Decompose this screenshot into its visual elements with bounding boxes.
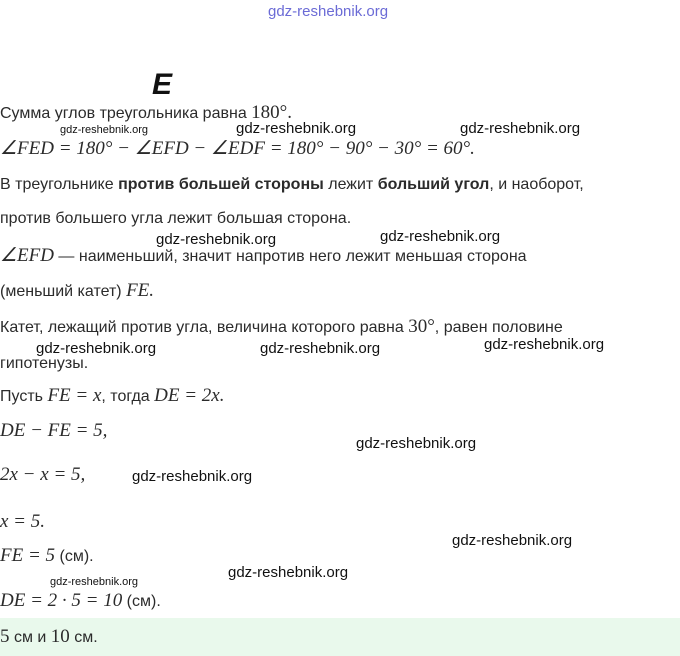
leg-theorem-text: Катет, лежащий против угла, величина которого равна: [0, 319, 409, 336]
answer-box: [0, 618, 680, 656]
let-text-a: Пусть: [0, 388, 48, 405]
watermark: gdz-reshebnik.org: [356, 435, 477, 452]
line-hypotenuse: гипотенузы.: [0, 355, 89, 372]
watermark: gdz-reshebnik.org: [60, 124, 149, 136]
watermark: gdz-reshebnik.org: [460, 120, 581, 137]
line-de-result: [0, 590, 161, 612]
rule-bold-2: больший угол: [377, 176, 490, 193]
fe-result-unit: (см).: [55, 548, 94, 565]
smaller-leg-text: (меньший катет): [0, 283, 127, 300]
leg-theorem-tail: , равен половине: [434, 319, 563, 336]
line-rule-2: против большего угла лежит большая сторона.: [0, 210, 352, 227]
let-text-b: , тогда: [101, 388, 155, 405]
rule-text-c: лежит: [323, 176, 378, 193]
top-watermark: gdz-reshebnik.org: [268, 3, 389, 20]
de-result-unit: (см).: [122, 593, 161, 610]
line-smaller-leg: [0, 280, 154, 302]
answer-line: [0, 626, 98, 648]
watermark: gdz-reshebnik.org: [380, 228, 501, 245]
line-angle-sum-text: Сумма углов треугольника равна: [0, 105, 252, 122]
watermark: gdz-reshebnik.org: [50, 576, 139, 588]
line-let: [0, 385, 224, 407]
answer-num-2: 10: [50, 626, 70, 647]
smaller-leg-math: FE.: [126, 280, 155, 301]
rule-text-a: В треугольнике: [0, 176, 119, 193]
rule-text-e: , и наоборот,: [489, 176, 584, 193]
line-equation-3: x = 5.: [0, 511, 46, 532]
let-math-1: FE = x: [47, 385, 102, 406]
line-rule-1: [0, 176, 584, 194]
rule-bold-1: против большей стороны: [118, 176, 324, 193]
let-math-2: DE = 2x.: [154, 385, 225, 406]
line-fed-formula: ∠FED = 180° − ∠EFD − ∠EDF = 180° − 90° − 30° = 60°.: [0, 138, 475, 159]
line-equation-1: DE − FE = 5,: [0, 420, 108, 441]
line-fe-result: [0, 545, 94, 567]
watermark: gdz-reshebnik.org: [236, 120, 357, 137]
answer-num-1: 5: [0, 626, 10, 647]
smallest-angle-text: — наименьший, значит напротив него лежит меньшая сторона: [53, 248, 527, 265]
answer-text-2: см.: [69, 629, 98, 646]
line-leg-theorem: [0, 316, 563, 338]
answer-text-1: см и: [9, 629, 51, 646]
fe-result-math: FE = 5: [0, 545, 56, 566]
watermark: gdz-reshebnik.org: [132, 468, 253, 485]
watermark: gdz-reshebnik.org: [36, 340, 157, 357]
watermark: gdz-reshebnik.org: [452, 532, 573, 549]
watermark: gdz-reshebnik.org: [484, 336, 605, 353]
line-angle-sum-math: 180°.: [251, 102, 293, 123]
de-result-math: DE = 2 · 5 = 10: [0, 590, 123, 611]
watermark: gdz-reshebnik.org: [260, 340, 381, 357]
leg-theorem-math: 30°: [408, 316, 435, 337]
watermark: gdz-reshebnik.org: [156, 231, 277, 248]
figure-label: E: [152, 68, 173, 101]
watermark: gdz-reshebnik.org: [228, 564, 349, 581]
line-equation-2: 2x − x = 5,: [0, 464, 86, 485]
angle-efd: ∠EFD: [0, 245, 54, 266]
